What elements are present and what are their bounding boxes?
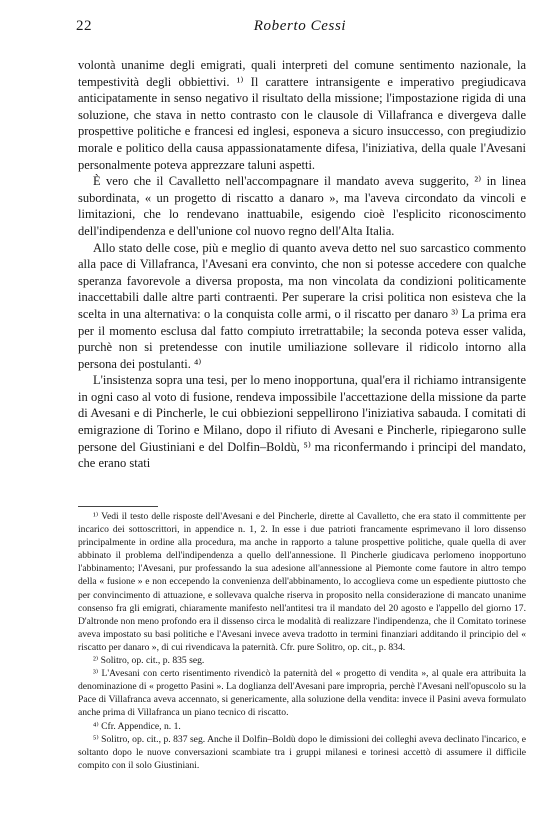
paragraph: È vero che il Cavalletto nell'accompagnare il mandato aveva suggerito, ²⁾ in linea subordinata, « un progetto di riscatto a danaro », ma l'aveva circondato da vincoli e limitazioni, che lo rendevano inattuabile, esigendo cioè l'esplicito riconoscimento dell'indipendenza e dell'unione col nuovo regno dell'Alta Italia. [78, 174, 526, 238]
footnote: ⁴⁾ Cfr. Appendice, n. 1. [93, 720, 181, 732]
page-number: 22 [76, 18, 92, 34]
main-text [78, 57, 526, 472]
footnote: ⁵⁾ Solitro, op. cit., p. 837 seg. Anche il Dolfin–Boldù dopo le dimissioni dei colleghi aveva declinato l'incarico, e soltanto dopo le nuove conversazioni scambiate tra i gruppi milanesi e torinesi accettò di assumere il difficile compito con il solo Giustiniani. [78, 733, 526, 771]
paragraph: volontà unanime degli emigrati, quali interpreti del comune sentimento nazionale, la tempestività degli obbiettivi. ¹⁾ Il carattere intransigente e imperativo pregiudicava anticipatamente in senso negativo il risultato della missione; l'impostazione rigida di una soluzione, che stava in netto contrasto con le clausole di Villafranca e divergeva dalle prospettive politiche e francesi ed inglesi, esponeva a sicuro insuccesso, con pregiudizio morale e politico della causa appassionatamente difesa, l'iniziativa, della quale l'Avesani personalmente poteva apprezzare taluni aspetti. [78, 58, 526, 172]
page-header [74, 18, 526, 40]
footnote: ¹⁾ Vedi il testo delle risposte dell'Avesani e del Pincherle, dirette al Cavalletto, che era stato il committente per incarico dei sottoscrittori, in appendice n. 1, 2. In esse i due patrioti francamente esprimevano il loro dissenso principalmente in ordine alla procedura, ma anche in rapporto a talune prospettive politiche, quale quella di aver abbinato il problema dell'indipendenza a quello dell'annessione. Il Pincherle giudicava perlomeno inopportuno l'abbinamento; l'Avesani, pur professando la sua adesione all'annessione al Piemonte come fautore in altro tempo della « fusione » e non eccependo la convenienza dell'abbinamento, lo accoglieva come un espediente piuttosto che per convincimento di attuazione, e sollevava qualche riserva in proposito nella considerazione di mancato unanime consenso fra gli emigrati, chiaramente manifesto nell'antitesi tra il mandato del 20 agosto e l'appello del giorno 17. D'altronde non meno profondo era il dissenso circa le modalità di realizzare l'indipendenza, che il Comitato torinese aveva impostato su basi politiche e l'Avesani invece aveva tradotto in termini finanziari additando il principio del « riscatto per danaro », di cui rivendicava la paternità. Cfr. pure Solitro, op. cit., p. 834. [78, 511, 526, 653]
footnote: ³⁾ L'Avesani con certo risentimento rivendicò la paternità del « progetto di vendita », al quale era attribuita la denominazione di « progetto Pasini ». La doglianza dell'Avesani pare impropria, perchè l'Avesani nell'opuscolo su la Pace di Villafranca aveva accennato, si genericamente, alla soluzione della vendita: invece il Pasini aveva formulato anche prima di Villafranca un piano tecnico di riscatto. [78, 668, 526, 719]
paragraph: L'insistenza sopra una tesi, per lo meno inopportuna, qual'era il richiamo intransigente in ogni caso al voto di fusione, rendeva impossibile l'accettazione della missione da parte di Avesani e di Pincherle, le cui obbiezioni seppellirono l'iniziativa sabauda. I comitati di emigrazione di Torino e Milano, dopo il rifiuto di Avesani e Pincherle, ripiegarono sulle persone del Giustiniani e del Dolfin–Boldù, ⁵⁾ ma riconfermando i principi del mandato, che erano stati [78, 373, 526, 471]
paragraph: Allo stato delle cose, più e meglio di quanto aveva detto nel suo sarcastico commento alla pace di Villafranca, l'Avesani era convinto, che non si potesse accedere con qualche speranza favorevole a diversa proposta, ma non vincolata da condizioni politicamente inaccettabili dalle altre parti contraenti. Per superare la crisi politica non esisteva che la scelta in una alternativa: o la conquista colle armi, o il riscatto per danaro ³⁾ La prima era per il momento esclusa dal fatto compiuto irretrattabile; la seconda poteva esser valida, purchè non si pretendesse con inutile umiliazione sollevare il ridicolo intorno alla persona dei postulanti. ⁴⁾ [78, 240, 526, 371]
footnote-divider [78, 506, 158, 507]
footnote: ²⁾ Solitro, op. cit., p. 835 seg. [93, 655, 205, 667]
running-head: Roberto Cessi [253, 18, 347, 34]
footnotes [78, 510, 526, 772]
